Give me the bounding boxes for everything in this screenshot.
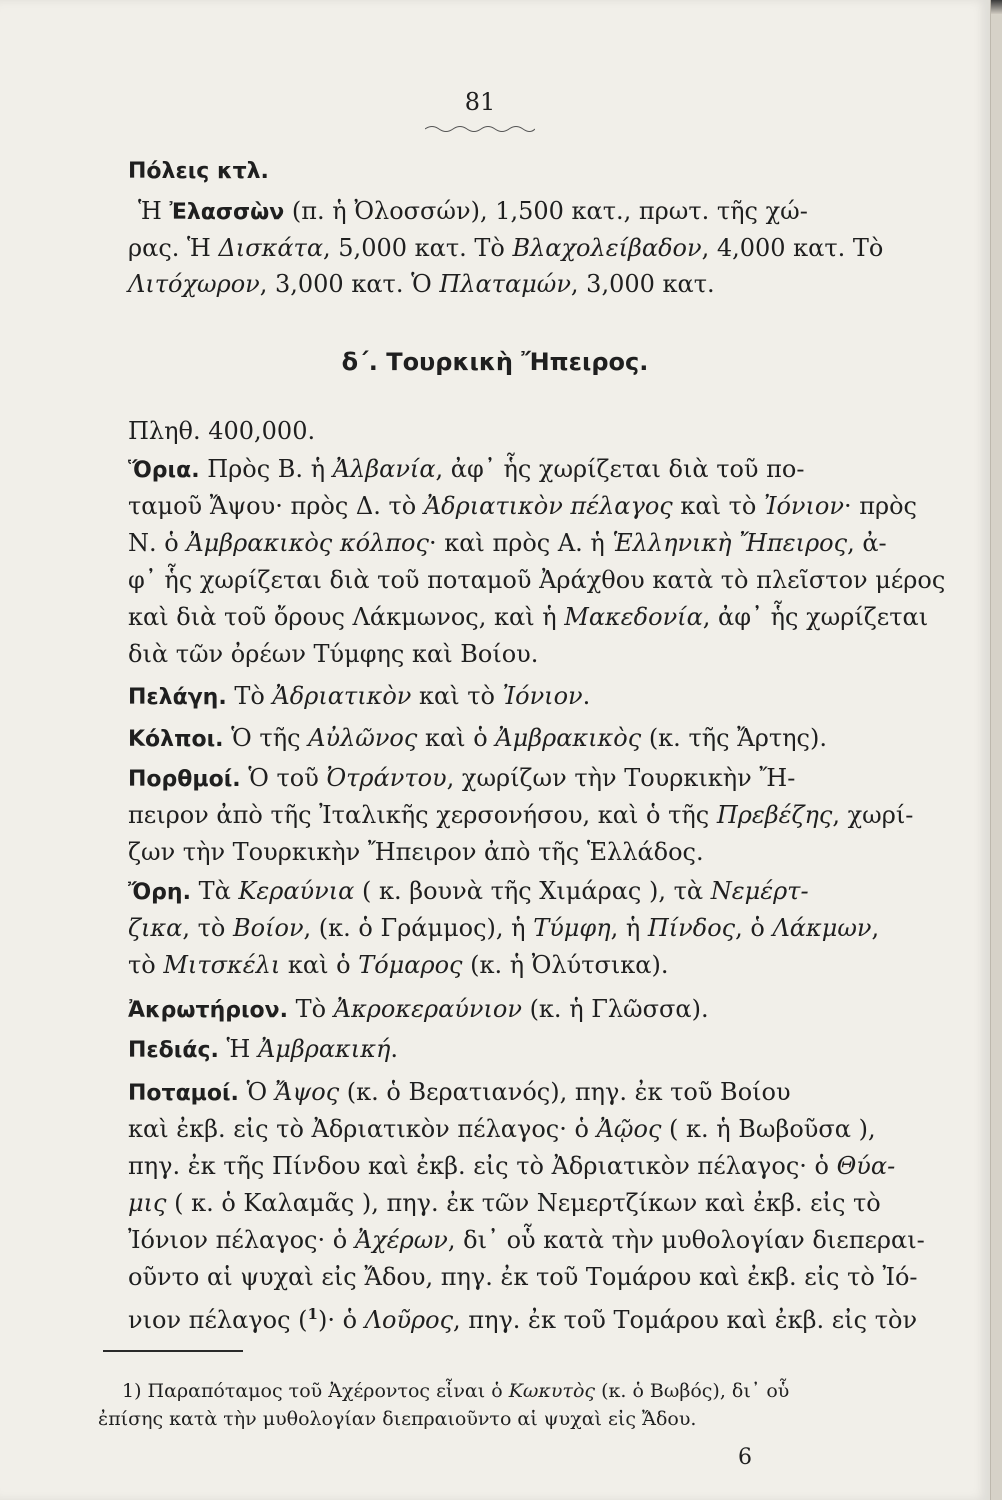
rivers-label: Ποταμοί. bbox=[128, 1081, 239, 1106]
ornamental-rule bbox=[425, 124, 535, 134]
rivers-line-4: μις ( κ. ὁ Καλαμᾶς ), πηγ. ἐκ τῶν Νεμερτζίκων καὶ ἐκβ. εἰς τὸ bbox=[128, 1189, 881, 1217]
page-number: 81 bbox=[464, 88, 496, 116]
seas-label: Πελάγη. bbox=[128, 685, 227, 710]
mountains-line-2: ζικα, τὸ Βοίον, (κ. ὁ Γράμμος), ἡ Τύμφη, ἡ Πίνδος, ὁ Λάκμων, bbox=[128, 914, 880, 942]
rivers-line-7: νιον πέλαγος ($^1$)· ὁ Λοῦρος, πηγ. ἐκ τοῦ Τομάρου καὶ ἐκβ. εἰς τὸν bbox=[128, 1305, 918, 1334]
cities-line-3: Λιτόχωρον, 3,000 κατ. Ὁ Πλαταμών, 3,000 κατ. bbox=[128, 270, 715, 298]
mountains-line-1: Ὄρη. Τὰ Κεραύνια ( κ. βουνὰ τῆς Χιμάρας ), τὰ Νεμέρτ- bbox=[128, 877, 809, 905]
chapter-heading: δ΄. Τουρκικὴ Ἤπειρος. bbox=[341, 348, 649, 376]
gulfs-line: Κόλποι. Ὁ τῆς Αὐλῶνος καὶ ὁ Ἀμβρακικὸς (κ. τῆς Ἄρτης). bbox=[128, 724, 827, 752]
population-line: Πληθ. 400,000. bbox=[128, 417, 316, 445]
straits-line-3: ζων τὴν Τουρκικὴν Ἤπειρον ἀπὸ τῆς Ἑλλάδος. bbox=[128, 838, 704, 866]
rivers-line-1: Ποταμοί. Ὁ Ἄψος (κ. ὁ Βερατιανός), πηγ. ἐκ τοῦ Βοίου bbox=[128, 1078, 791, 1106]
footnote-marker[interactable]: 1 bbox=[307, 1305, 318, 1323]
rivers-line-5: Ἰόνιον πέλαγος· ὁ Ἀχέρων, δι᾽ οὗ κατὰ τὴν μυθολογίαν διεπεραι- bbox=[128, 1226, 925, 1254]
plains-line: Πεδιάς. Ἡ Ἀμβρακική. bbox=[128, 1035, 398, 1063]
straits-line-2: πειρον ἀπὸ τῆς Ἰταλικῆς χερσονήσου, καὶ ὁ τῆς Πρεβέζης, χωρί- bbox=[128, 801, 914, 829]
plains-label: Πεδιάς. bbox=[128, 1038, 219, 1063]
rivers-line-2: καὶ ἐκβ. εἰς τὸ Ἀδριατικὸν πέλαγος· ὁ Ἀῷος ( κ. ἡ Βωβοῦσα ), bbox=[128, 1115, 876, 1143]
borders-line-4: φ᾽ ἧς χωρίζεται διὰ τοῦ ποταμοῦ Ἀράχθου κατὰ τὸ πλεῖστον μέρος bbox=[128, 566, 946, 594]
mountains-line-3: τὸ Μιτσκέλι καὶ ὁ Τόμαρος (κ. ἡ Ὀλύτσικα). bbox=[128, 951, 669, 979]
cape-label: Ἀκρωτήριον. bbox=[128, 998, 289, 1023]
footnote-line-1: 1) Παραπόταμος τοῦ Ἀχέροντος εἶναι ὁ Κωκυτὸς (κ. ὁ Βωβός), δι᾽ οὗ bbox=[122, 1380, 790, 1402]
straits-line-1: Πορθμοί. Ὁ τοῦ Ὀτράντου, χωρίζων τὴν Τουρκικὴν Ἤ- bbox=[128, 764, 796, 792]
borders-line-5: καὶ διὰ τοῦ ὄρους Λάκμωνος, καὶ ἡ Μακεδονία, ἀφ᾽ ἧς χωρίζεται bbox=[128, 603, 929, 631]
cities-line-2: ρας. Ἡ Δισκάτα, 5,000 κατ. Τὸ Βλαχολείβαδον, 4,000 κατ. Τὸ bbox=[128, 234, 884, 262]
mountains-label: Ὄρη. bbox=[128, 880, 191, 905]
seas-line: Πελάγη. Τὸ Ἀδριατικὸν καὶ τὸ Ἰόνιον. bbox=[128, 682, 591, 710]
borders-line-1: Ὅρια. Πρὸς Β. ἡ Ἀλβανία, ἀφ᾽ ἧς χωρίζεται διὰ τοῦ πο- bbox=[128, 455, 805, 483]
borders-label: Ὅρια. bbox=[128, 458, 200, 483]
borders-line-6: διὰ τῶν ὀρέων Τύμφης καὶ Βοίου. bbox=[128, 640, 539, 668]
borders-line-3: Ν. ὁ Ἀμβρακικὸς κόλπος· καὶ πρὸς Α. ἡ Ἑλληνικὴ Ἤπειρος, ἀ- bbox=[128, 529, 887, 557]
rivers-line-3: πηγ. ἐκ τῆς Πίνδου καὶ ἐκβ. εἰς τὸ Ἀδριατικὸν πέλαγος· ὁ Θύα- bbox=[128, 1152, 896, 1180]
signature-mark: 6 bbox=[738, 1445, 752, 1470]
borders-line-2: ταμοῦ Ἄψου· πρὸς Δ. τὸ Ἀδριατικὸν πέλαγος καὶ τὸ Ἰόνιον· πρὸς bbox=[128, 492, 917, 520]
cities-line-1: Ἡ Ἐλασσὼν (π. ἡ Ὀλοσσών), 1,500 κατ., πρωτ. τῆς χώ- bbox=[138, 197, 808, 225]
gulfs-label: Κόλποι. bbox=[128, 727, 224, 752]
cape-line: Ἀκρωτήριον. Τὸ Ἀκροκεραύνιον (κ. ἡ Γλῶσσα). bbox=[128, 995, 709, 1023]
straits-label: Πορθμοί. bbox=[128, 767, 241, 792]
rivers-line-6: οῦντο αἱ ψυχαὶ εἰς Ἄδου, πηγ. ἐκ τοῦ Τομάρου καὶ ἐκβ. εἰς τὸ Ἰό- bbox=[128, 1263, 918, 1291]
footnote-line-2: ἐπίσης κατὰ τὴν μυθολογίαν διεπραιοῦντο αἱ ψυχαὶ εἰς Ἄδου. bbox=[98, 1408, 697, 1430]
cities-heading: Πόλεις κτλ. bbox=[128, 159, 269, 184]
footnote-divider bbox=[103, 1350, 243, 1352]
